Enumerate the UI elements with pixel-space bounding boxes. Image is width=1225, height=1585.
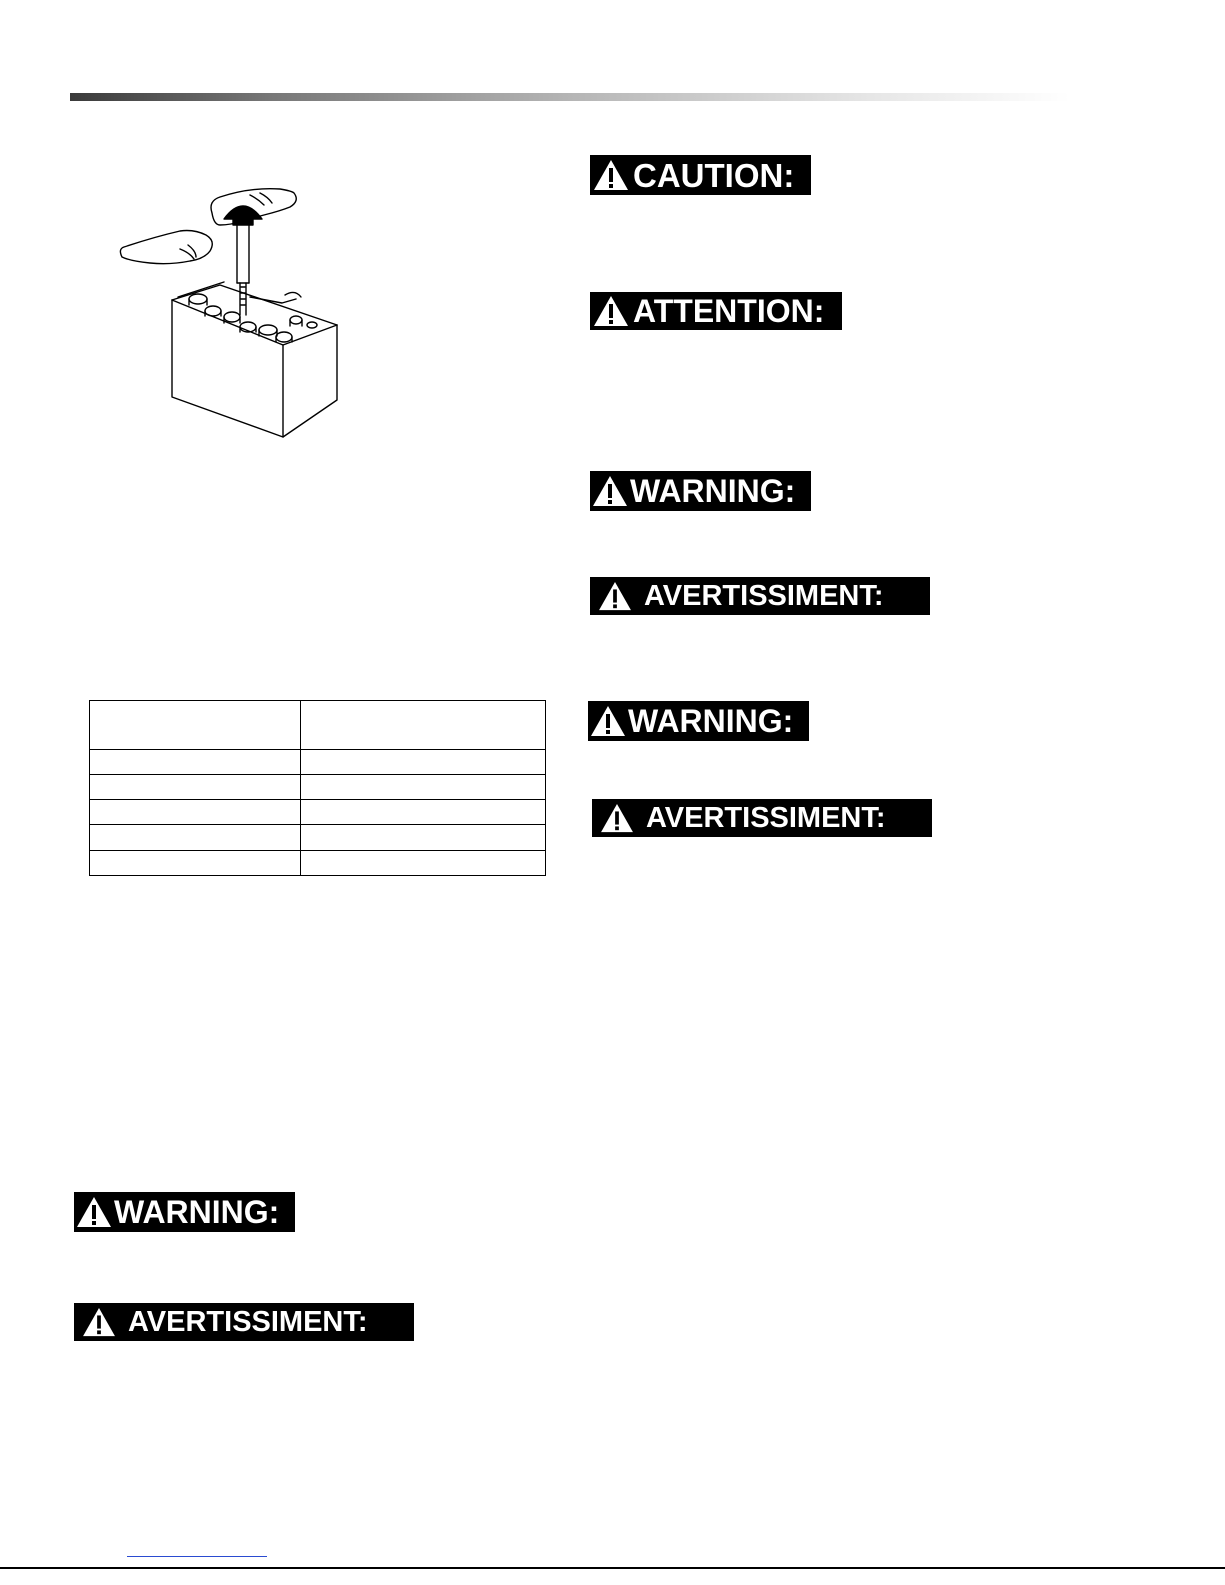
table-row <box>90 800 546 825</box>
warning-triangle-icon <box>593 295 629 327</box>
table-cell <box>301 825 546 850</box>
table-cell <box>301 774 546 799</box>
caution-text: CAUTION: <box>633 156 795 194</box>
warning-triangle-icon <box>590 705 626 737</box>
table-cell <box>90 701 301 750</box>
table-row <box>90 774 546 799</box>
caution-label <box>590 155 811 195</box>
footer-link-underline[interactable] <box>127 1556 267 1557</box>
warning-triangle-icon <box>76 1196 112 1228</box>
table-cell <box>90 800 301 825</box>
header-gradient-bar <box>70 93 1070 101</box>
table-cell <box>90 774 301 799</box>
warning-triangle-icon <box>598 581 632 611</box>
table-row <box>90 825 546 850</box>
table-row <box>90 850 546 875</box>
warning-label-2 <box>588 701 809 741</box>
attention-label <box>590 292 842 330</box>
avertissement-label-1 <box>590 577 930 615</box>
table-cell <box>301 850 546 875</box>
avertissement-text-3: AVERTISSIMENT: <box>128 1305 368 1338</box>
spec-table <box>89 700 546 876</box>
table-row <box>90 749 546 774</box>
table-header-row <box>90 701 546 750</box>
warning-triangle-icon <box>600 803 634 833</box>
battery-hydrometer-illustration <box>100 175 360 450</box>
warning-text-2: WARNING: <box>628 703 794 739</box>
warning-label-3 <box>74 1192 295 1232</box>
warning-triangle-icon <box>82 1307 116 1337</box>
avertissement-text-1: AVERTISSIMENT: <box>644 579 884 612</box>
avertissement-label-2 <box>592 799 932 837</box>
footer-rule <box>0 1567 1225 1569</box>
warning-text-3: WARNING: <box>114 1194 280 1230</box>
warning-triangle-icon <box>592 475 628 507</box>
table-cell <box>301 749 546 774</box>
avertissement-text-2: AVERTISSIMENT: <box>646 801 886 834</box>
table-cell <box>90 825 301 850</box>
table-cell <box>90 850 301 875</box>
warning-triangle-icon <box>593 159 629 191</box>
warning-text-1: WARNING: <box>630 473 796 509</box>
table-cell <box>301 701 546 750</box>
table-cell <box>301 800 546 825</box>
attention-text: ATTENTION: <box>633 293 825 329</box>
table-cell <box>90 749 301 774</box>
warning-label-1 <box>590 471 811 511</box>
avertissement-label-3 <box>74 1303 414 1341</box>
